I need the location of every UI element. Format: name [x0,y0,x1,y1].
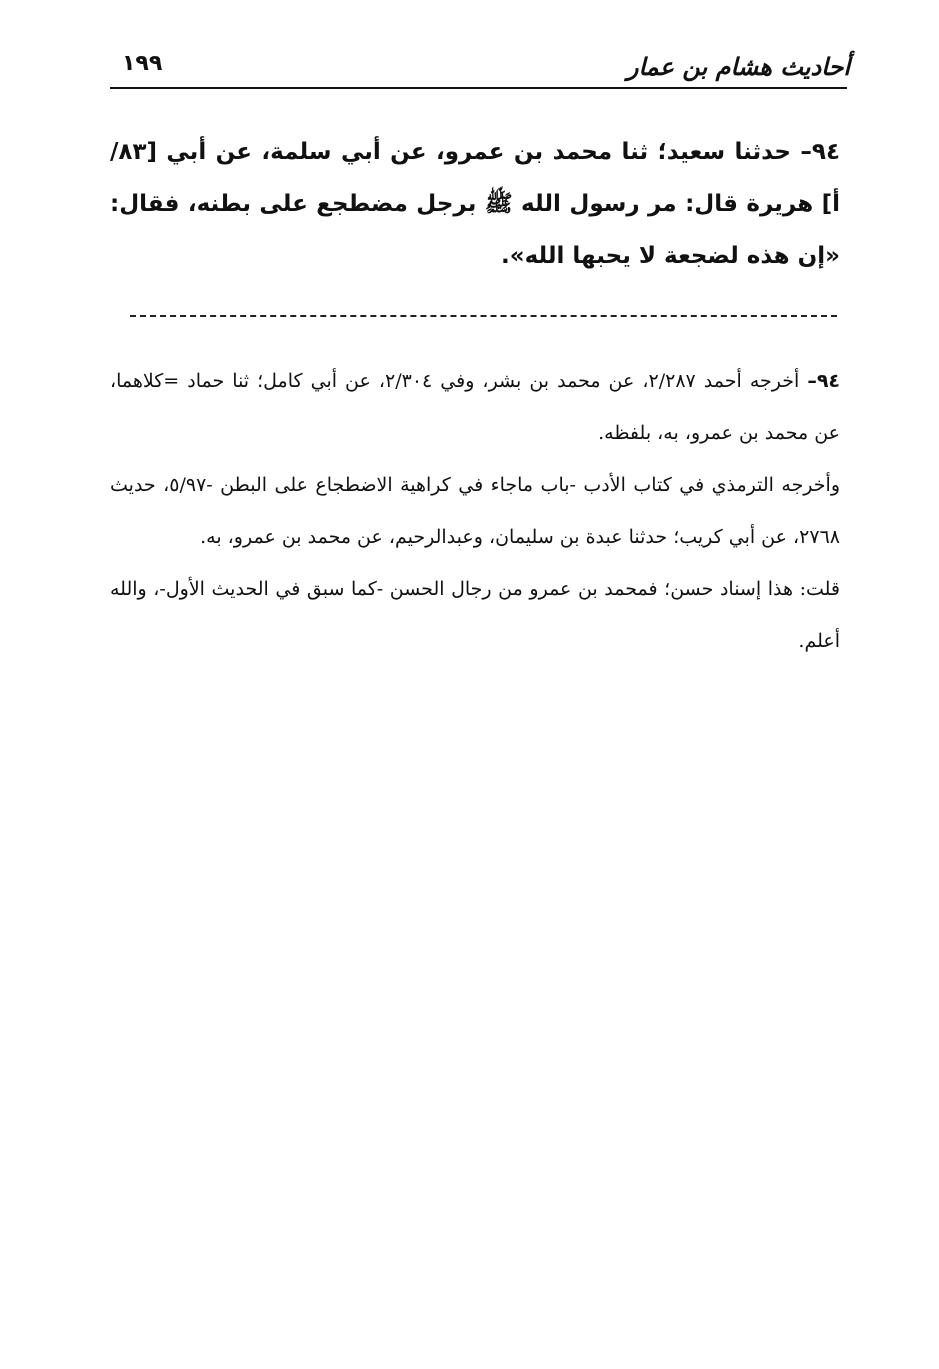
footnotes [110,355,840,667]
running-header [110,44,850,88]
footnote-number: ٩٤– [807,370,841,392]
footnote-paragraph: وأخرجه الترمذي في كتاب الأدب -باب ماجاء في كراهية الاضطجاع على البطن -٥/٩٧، حديث ٢٧٦٨، عن أبي كريب؛ حدثنا عبدة بن سليمان، وعبدالرحيم، عن محمد بن عمرو، به. [110,474,840,548]
footnote-separator [130,315,837,317]
hadith-text [110,126,840,282]
header-rule [110,87,847,89]
page-number: ١٩٩ [122,51,163,76]
footnote-paragraph [110,355,840,459]
hadith-body: حدثنا سعيد؛ ثنا محمد بن عمرو، عن أبي سلمة، عن أبي [٨٣/أ] هريرة قال: مر رسول الله ﷺ برجل مضطجع على بطنه، فقال: «إن هذه لضجعة لا يحبها الله». [110,139,840,269]
footnote-paragraph: قلت: هذا إسناد حسن؛ فمحمد بن عمرو من رجال الحسن -كما سبق في الحديث الأول-، والله أعلم. [110,578,840,652]
hadith-number: ٩٤– [800,139,840,165]
footnote-text: أخرجه أحمد ٢/٢٨٧، عن محمد بن بشر، وفي ٢/٣٠٤، عن أبي كامل؛ ثنا حماد =كلاهما، عن محمد بن عمرو، به، بلفظه. [110,370,840,444]
book-title: أحاديث هشام بن عمار [626,53,850,81]
